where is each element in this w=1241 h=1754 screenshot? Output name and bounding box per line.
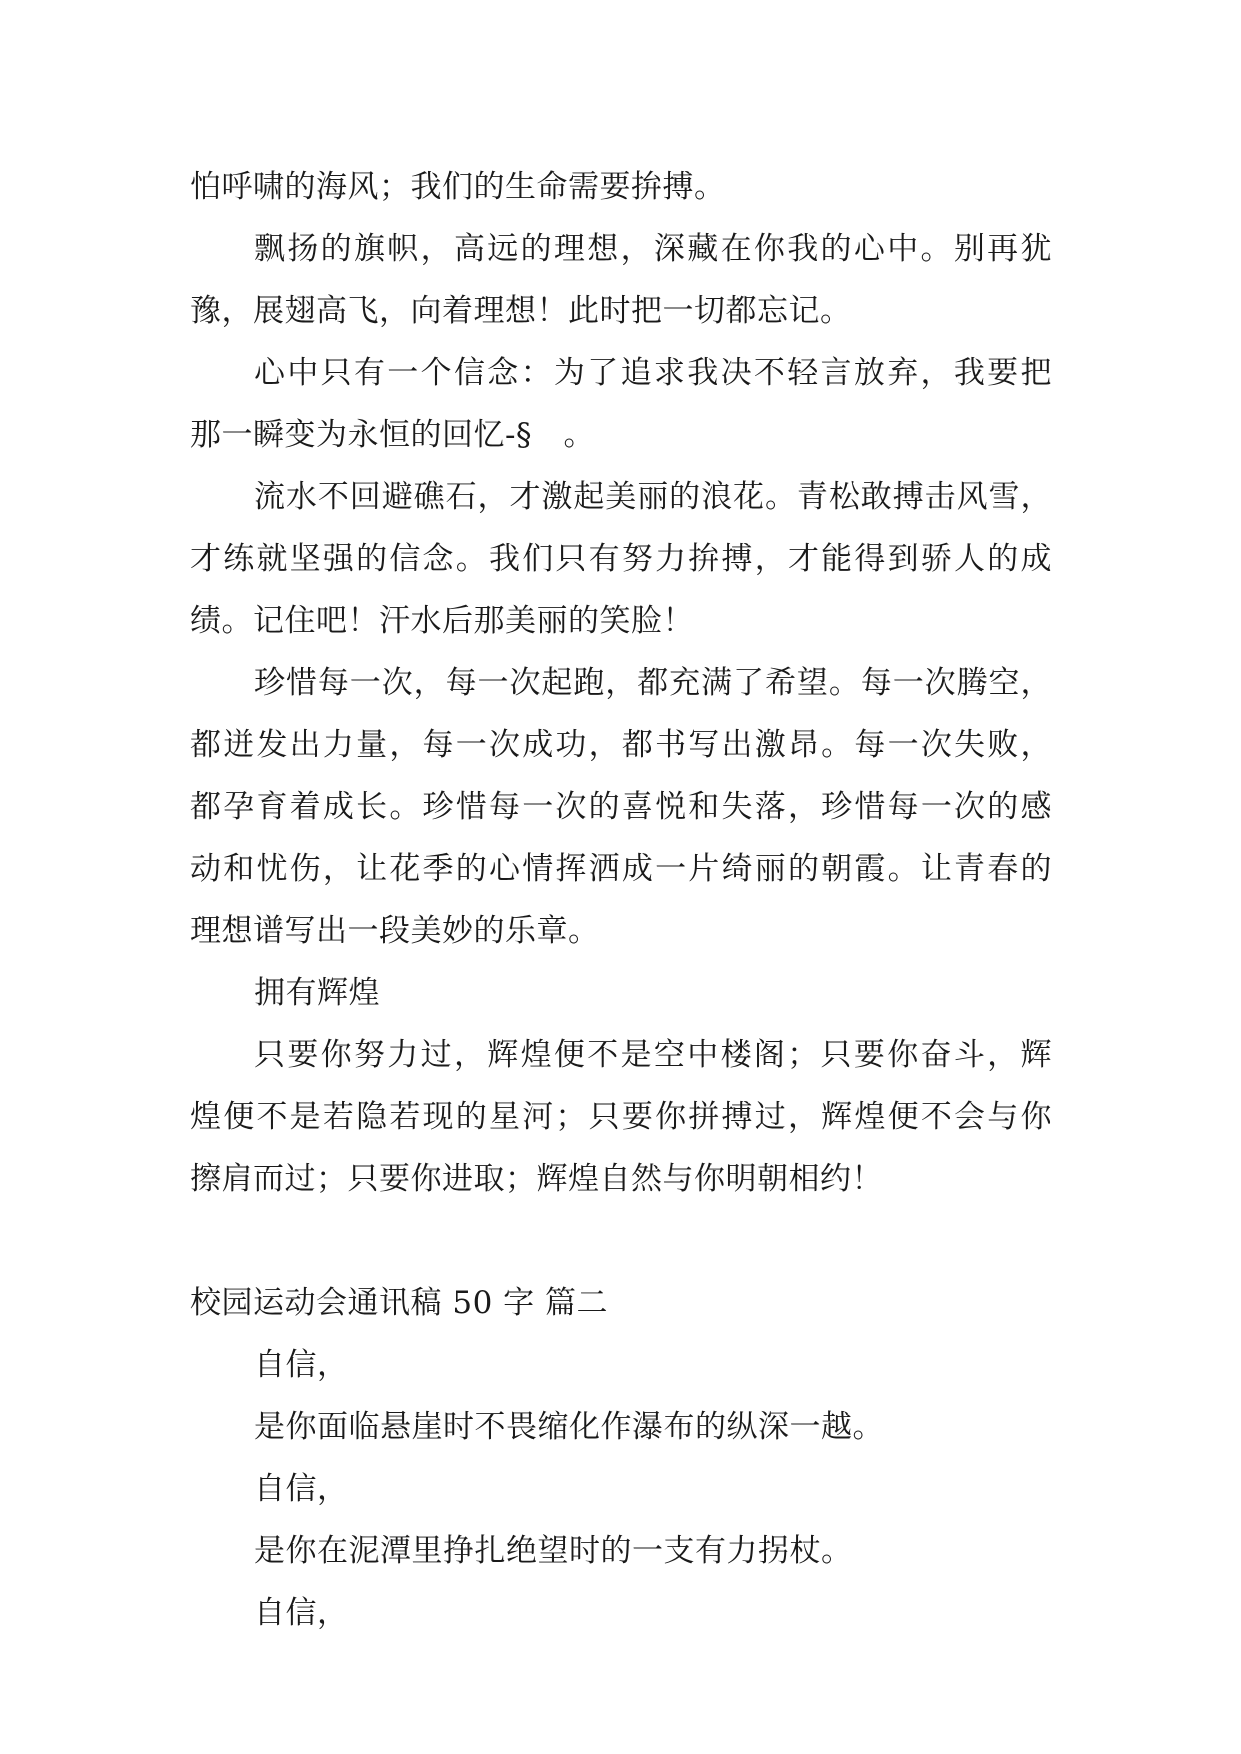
- paragraph-line: 擦肩而过；只要你进取；辉煌自然与你明朝相约！: [190, 1161, 883, 1197]
- section-heading: 校园运动会通讯稿 50 字 篇二: [190, 1285, 609, 1321]
- paragraph-line: 心中只有一个信念：为了追求我决不轻言放弃，我要把: [254, 355, 1052, 391]
- paragraph-line: 那一瞬变为永恒的回忆-§ 。: [190, 417, 595, 453]
- paragraph-line: 动和忧伤，让花季的心情挥洒成一片绮丽的朝霞。让青春的: [190, 851, 1052, 887]
- paragraph-line: 自信，: [254, 1595, 349, 1631]
- paragraph-line: 自信，: [254, 1471, 349, 1507]
- paragraph-line: 是你在泥潭里挣扎绝望时的一支有力拐杖。: [254, 1533, 853, 1569]
- paragraph-line: 煌便不是若隐若现的星河；只要你拼搏过，辉煌便不会与你: [190, 1099, 1052, 1135]
- paragraph-line: 飘扬的旗帜，高远的理想，深藏在你我的心中。别再犹: [254, 231, 1052, 267]
- document-body: [190, 156, 1052, 1644]
- paragraph-line: 只要你努力过，辉煌便不是空中楼阁；只要你奋斗，辉: [254, 1037, 1052, 1073]
- paragraph-line: 豫，展翅高飞，向着理想！此时把一切都忘记。: [190, 293, 852, 329]
- paragraph-line: 理想谱写出一段美妙的乐章。: [190, 913, 600, 949]
- paragraph-line: 珍惜每一次，每一次起跑，都充满了希望。每一次腾空，: [254, 665, 1052, 701]
- paragraph-line: 都迸发出力量，每一次成功，都书写出激昂。每一次失败，: [190, 727, 1052, 763]
- paragraph-line: 才练就坚强的信念。我们只有努力拚搏，才能得到骄人的成: [190, 541, 1052, 577]
- paragraph-line: 怕呼啸的海风；我们的生命需要拚搏。: [190, 169, 726, 205]
- paragraph-line: 绩。记住吧！汗水后那美丽的笑脸！: [190, 603, 694, 639]
- subheading: 拥有辉煌: [254, 975, 380, 1011]
- blank-line: [190, 1210, 1052, 1272]
- paragraph-line: 流水不回避礁石，才激起美丽的浪花。青松敢搏击风雪，: [254, 479, 1052, 515]
- paragraph-line: 是你面临悬崖时不畏缩化作瀑布的纵深一越。: [254, 1409, 884, 1445]
- paragraph-line: 自信，: [254, 1347, 349, 1383]
- paragraph-line: 都孕育着成长。珍惜每一次的喜悦和失落，珍惜每一次的感: [190, 789, 1052, 825]
